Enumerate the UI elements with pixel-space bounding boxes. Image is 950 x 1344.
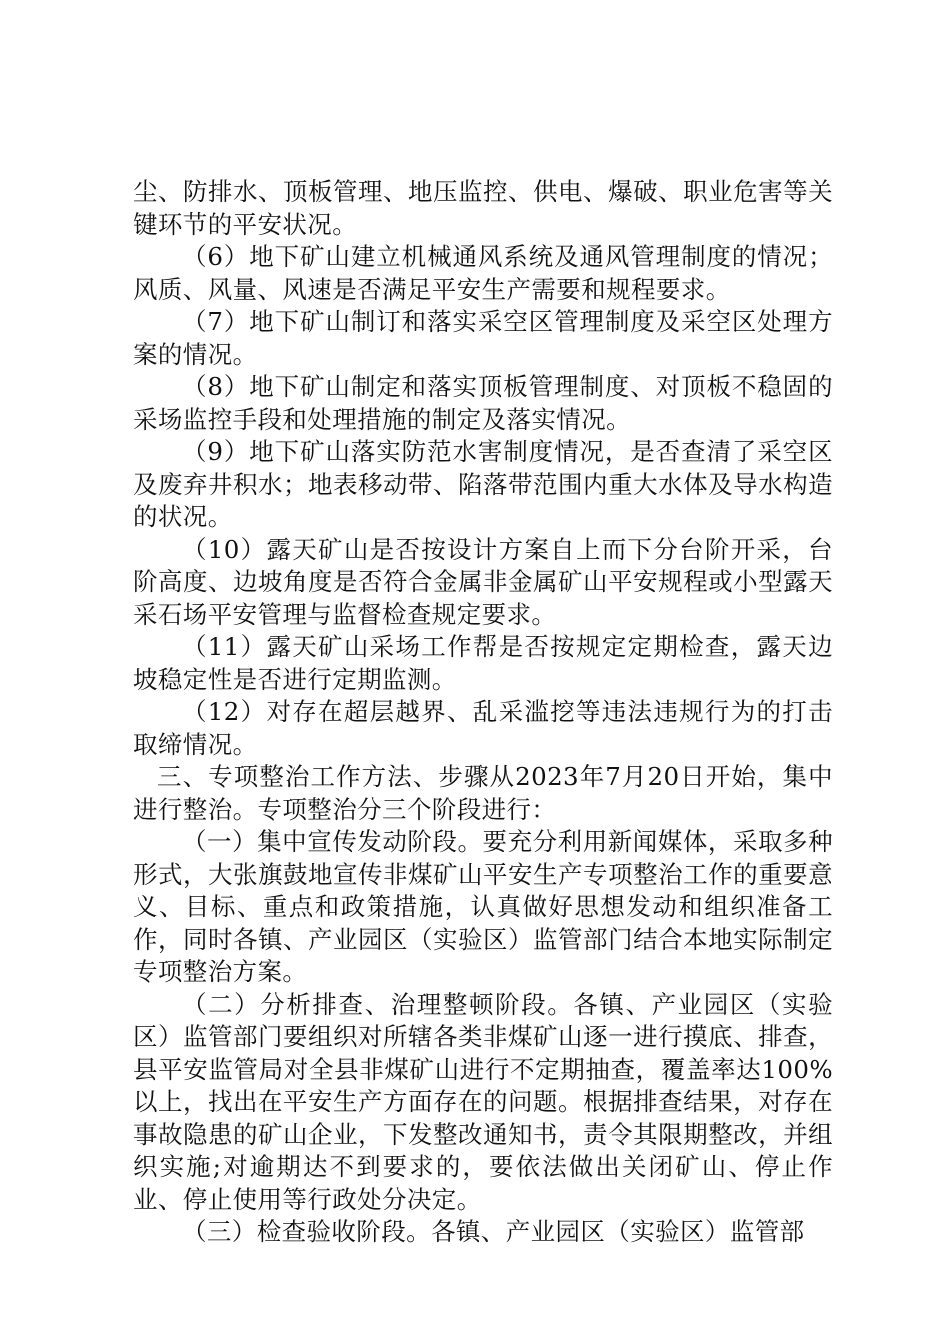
- paragraph-item-9: （9）地下矿山落实防范水害制度情况，是否查清了采空区及废弃井积水；地表移动带、陷落带范围内重大水体及导水构造的状况。: [133, 437, 833, 531]
- paragraph-item-11: （11）露天矿山采场工作帮是否按规定定期检查，露天边坡稳定性是否进行定期监测。: [133, 632, 833, 694]
- paragraph-item-12: （12）对存在超层越界、乱采滥挖等违法违规行为的打击取缔情况。: [133, 697, 833, 759]
- paragraph-item-6: （6）地下矿山建立机械通风系统及通风管理制度的情况；风质、风量、风速是否满足平安生产需要和规程要求。: [133, 242, 833, 304]
- paragraph-continuation: 尘、防排水、顶板管理、地压监控、供电、爆破、职业危害等关键环节的平安状况。: [133, 177, 833, 239]
- paragraph-stage-3: （三）检查验收阶段。各镇、产业园区（实验区）监管部: [182, 1217, 805, 1246]
- document-body: [133, 176, 833, 1249]
- paragraph-item-10: （10）露天矿山是否按设计方案自上而下分台阶开采，台阶高度、边坡角度是否符合金属非金属矿山平安规程或小型露天采石场平安管理与监督检查规定要求。: [133, 534, 833, 629]
- paragraph-stage-2: （二）分析排查、治理整顿阶段。各镇、产业园区（实验区）监管部门要组织对所辖各类非煤矿山逐一进行摸底、排查，县平安监管局对全县非煤矿山进行不定期抽查，覆盖率达100%以上，找出在平安生产方面存在的问题。根据排查结果，对存在事故隐患的矿山企业，下发整改通知书，责令其限期整改，并组织实施;对逾期达不到要求的，要依法做出关闭矿山、停止作业、停止使用等行政处分决定。: [133, 989, 833, 1214]
- paragraph-stage-1: （一）集中宣传发动阶段。要充分利用新闻媒体，采取多种形式，大张旗鼓地宣传非煤矿山平安生产专项整治工作的重要意义、目标、重点和政策措施，认真做好思想发动和组织准备工作，同时各镇、产业园区（实验区）监管部门结合本地实际制定专项整治方案。: [133, 827, 833, 986]
- paragraph-item-7: （7）地下矿山制订和落实采空区管理制度及采空区处理方案的情况。: [133, 307, 833, 369]
- section-heading-3: 三、专项整治工作方法、步骤从2023年7月20日开始，集中进行整治。专项整治分三个阶段进行：: [133, 762, 833, 824]
- paragraph-item-8: （8）地下矿山制定和落实顶板管理制度、对顶板不稳固的采场监控手段和处理措施的制定及落实情况。: [133, 372, 833, 434]
